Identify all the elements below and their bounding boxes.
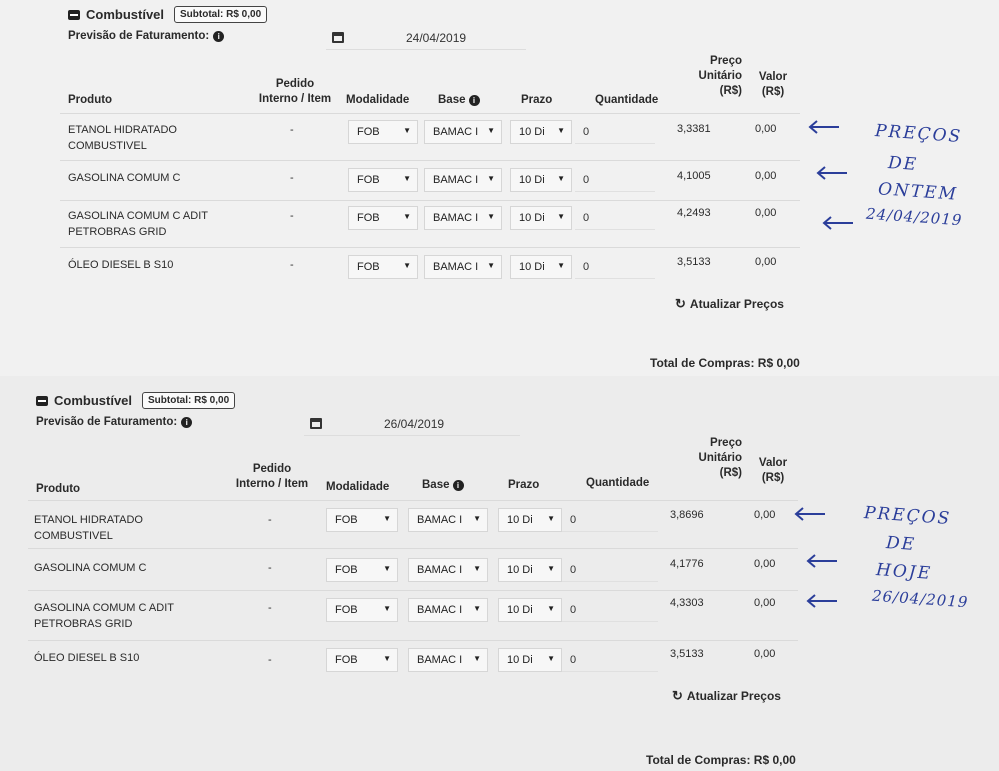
- product-name: GASOLINA COMUM C ADIT PETROBRAS GRID: [34, 602, 174, 630]
- prazo-select[interactable]: 10 Di ▼: [498, 558, 562, 582]
- date-field[interactable]: [304, 412, 520, 436]
- valor-value: 0,00: [755, 207, 777, 219]
- collapse-icon[interactable]: [68, 10, 80, 20]
- total-compras: Total de Compras: R$ 0,00: [650, 356, 800, 370]
- divider: [28, 500, 798, 501]
- divider: [60, 113, 800, 114]
- preco-value: 4,1776: [670, 558, 704, 570]
- handwritten-note: DE: [885, 532, 917, 556]
- previsao-label: Previsão de Faturamento: i: [68, 30, 224, 42]
- handwritten-note: DE: [887, 152, 919, 176]
- base-select[interactable]: BAMAC I ▼: [424, 255, 502, 279]
- header-modalidade: Modalidade: [346, 94, 410, 106]
- header-prazo: Prazo: [521, 94, 553, 106]
- calendar-icon[interactable]: [332, 32, 344, 43]
- header-preco: Preço Unitário (R$): [698, 55, 742, 97]
- divider: [60, 247, 800, 248]
- handwritten-arrow: [806, 594, 838, 608]
- panel-ontem: [0, 0, 999, 376]
- chevron-down-icon: ▼: [557, 261, 565, 270]
- product-name: GASOLINA COMUM C ADIT PETROBRAS GRID: [68, 210, 208, 238]
- chevron-down-icon: ▼: [473, 604, 481, 613]
- header-quantidade: Quantidade: [586, 477, 650, 489]
- info-icon[interactable]: i: [469, 95, 480, 106]
- chevron-down-icon: ▼: [547, 604, 555, 613]
- chevron-down-icon: ▼: [557, 212, 565, 221]
- handwritten-note: 24/04/2019: [865, 204, 963, 230]
- header-valor: Valor (R$): [758, 71, 788, 98]
- prazo-select[interactable]: 10 Di ▼: [498, 508, 562, 532]
- date-value: 26/04/2019: [384, 416, 445, 431]
- handwritten-note: HOJE: [875, 560, 933, 584]
- quantity-input[interactable]: 0: [562, 598, 658, 622]
- base-select[interactable]: BAMAC I ▼: [424, 168, 502, 192]
- product-name: ETANOL HIDRATADO COMBUSTIVEL: [34, 514, 143, 542]
- handwritten-arrow: [808, 120, 840, 134]
- valor-value: 0,00: [754, 648, 776, 660]
- preco-value: 3,3381: [677, 123, 711, 135]
- valor-value: 0,00: [755, 256, 777, 268]
- valor-value: 0,00: [754, 558, 776, 570]
- modalidade-select[interactable]: FOB ▼: [348, 206, 418, 230]
- header-base: Base i: [438, 93, 480, 108]
- modalidade-select[interactable]: FOB ▼: [348, 120, 418, 144]
- prazo-select[interactable]: 10 Di ▼: [510, 168, 572, 192]
- pedido-value: -: [268, 514, 272, 526]
- info-icon[interactable]: i: [453, 480, 464, 491]
- base-select[interactable]: BAMAC I ▼: [408, 598, 488, 622]
- chevron-down-icon: ▼: [403, 261, 411, 270]
- prazo-select[interactable]: 10 Di ▼: [498, 598, 562, 622]
- header-quantidade: Quantidade: [595, 94, 659, 106]
- handwritten-arrow: [816, 166, 848, 180]
- refresh-prices-button[interactable]: ↻ Atualizar Preços: [675, 296, 784, 311]
- quantity-input[interactable]: 0: [575, 120, 655, 144]
- chevron-down-icon: ▼: [487, 174, 495, 183]
- calendar-icon[interactable]: [310, 418, 322, 429]
- modalidade-select[interactable]: FOB ▼: [348, 255, 418, 279]
- handwritten-note: PREÇOS: [874, 120, 963, 148]
- preco-value: 4,2493: [677, 207, 711, 219]
- header-pedido: Pedido Interno / Item: [258, 78, 332, 105]
- chevron-down-icon: ▼: [403, 126, 411, 135]
- chevron-down-icon: ▼: [473, 514, 481, 523]
- date-value: 24/04/2019: [406, 30, 467, 45]
- handwritten-note: ONTEM: [877, 179, 959, 205]
- info-icon[interactable]: i: [213, 31, 224, 42]
- prazo-select[interactable]: 10 Di ▼: [510, 120, 572, 144]
- handwritten-arrow: [806, 554, 838, 568]
- preco-value: 3,8696: [670, 509, 704, 521]
- quantity-input[interactable]: 0: [575, 255, 655, 279]
- modalidade-select[interactable]: FOB ▼: [348, 168, 418, 192]
- prazo-select[interactable]: 10 Di ▼: [510, 206, 572, 230]
- chevron-down-icon: ▼: [557, 126, 565, 135]
- chevron-down-icon: ▼: [403, 174, 411, 183]
- pedido-value: -: [290, 210, 294, 222]
- divider: [28, 548, 798, 549]
- base-select[interactable]: BAMAC I ▼: [408, 648, 488, 672]
- chevron-down-icon: ▼: [383, 654, 391, 663]
- chevron-down-icon: ▼: [487, 261, 495, 270]
- product-name: GASOLINA COMUM C: [34, 562, 147, 574]
- prazo-select[interactable]: 10 Di ▼: [510, 255, 572, 279]
- header-produto: Produto: [36, 483, 81, 495]
- chevron-down-icon: ▼: [403, 212, 411, 221]
- chevron-down-icon: ▼: [473, 564, 481, 573]
- handwritten-note: PREÇOS: [863, 502, 952, 530]
- base-select[interactable]: BAMAC I ▼: [408, 508, 488, 532]
- chevron-down-icon: ▼: [473, 654, 481, 663]
- header-modalidade: Modalidade: [326, 481, 390, 493]
- refresh-icon: ↻: [675, 296, 686, 311]
- quantity-input[interactable]: 0: [562, 508, 658, 532]
- quantity-input[interactable]: 0: [562, 558, 658, 582]
- divider: [60, 200, 800, 201]
- pedido-value: -: [290, 259, 294, 271]
- subtotal-badge: Subtotal: R$ 0,00: [142, 392, 235, 409]
- modalidade-select[interactable]: FOB ▼: [326, 558, 398, 582]
- header-valor: Valor (R$): [758, 457, 788, 484]
- divider: [60, 160, 800, 161]
- quantity-input[interactable]: 0: [575, 168, 655, 192]
- chevron-down-icon: ▼: [487, 126, 495, 135]
- section-header[interactable]: [68, 6, 267, 23]
- chevron-down-icon: ▼: [383, 564, 391, 573]
- section-title: Combustível: [86, 7, 165, 22]
- preco-value: 4,3303: [670, 597, 704, 609]
- pedido-value: -: [268, 562, 272, 574]
- total-compras: Total de Compras: R$ 0,00: [646, 753, 796, 767]
- refresh-icon: ↻: [672, 688, 683, 703]
- pedido-value: -: [268, 654, 272, 666]
- preco-value: 4,1005: [677, 170, 711, 182]
- collapse-icon[interactable]: [36, 396, 48, 406]
- handwritten-note: 26/04/2019: [871, 586, 969, 612]
- info-icon[interactable]: i: [181, 417, 192, 428]
- section-title: Combustível: [54, 393, 133, 408]
- chevron-down-icon: ▼: [547, 654, 555, 663]
- preco-value: 3,5133: [670, 648, 704, 660]
- product-name: ÓLEO DIESEL B S10: [68, 259, 174, 271]
- pedido-value: -: [290, 172, 294, 184]
- prazo-select[interactable]: 10 Di ▼: [498, 648, 562, 672]
- handwritten-arrow: [794, 507, 826, 521]
- header-pedido: Pedido Interno / Item: [235, 463, 309, 490]
- chevron-down-icon: ▼: [547, 514, 555, 523]
- chevron-down-icon: ▼: [383, 514, 391, 523]
- valor-value: 0,00: [755, 123, 777, 135]
- base-select[interactable]: BAMAC I ▼: [408, 558, 488, 582]
- section-header[interactable]: [36, 392, 235, 409]
- divider: [28, 590, 798, 591]
- panel-hoje: [0, 376, 999, 771]
- divider: [28, 640, 798, 641]
- chevron-down-icon: ▼: [557, 174, 565, 183]
- header-base: Base i: [422, 478, 464, 493]
- modalidade-select[interactable]: FOB ▼: [326, 648, 398, 672]
- preco-value: 3,5133: [677, 256, 711, 268]
- subtotal-badge: Subtotal: R$ 0,00: [174, 6, 267, 23]
- handwritten-arrow: [822, 216, 854, 230]
- chevron-down-icon: ▼: [547, 564, 555, 573]
- product-name: ÓLEO DIESEL B S10: [34, 652, 140, 664]
- base-select[interactable]: BAMAC I ▼: [424, 120, 502, 144]
- modalidade-select[interactable]: FOB ▼: [326, 508, 398, 532]
- header-produto: Produto: [68, 94, 113, 106]
- product-name: GASOLINA COMUM C: [68, 172, 181, 184]
- header-prazo: Prazo: [508, 479, 540, 491]
- pedido-value: -: [268, 602, 272, 614]
- valor-value: 0,00: [755, 170, 777, 182]
- date-field[interactable]: [326, 26, 526, 50]
- quantity-input[interactable]: 0: [575, 206, 655, 230]
- chevron-down-icon: ▼: [487, 212, 495, 221]
- base-select[interactable]: BAMAC I ▼: [424, 206, 502, 230]
- valor-value: 0,00: [754, 509, 776, 521]
- header-preco: Preço Unitário (R$): [698, 437, 742, 479]
- refresh-prices-button[interactable]: ↻ Atualizar Preços: [672, 688, 781, 703]
- quantity-input[interactable]: 0: [562, 648, 658, 672]
- product-name: ETANOL HIDRATADO COMBUSTIVEL: [68, 124, 177, 152]
- chevron-down-icon: ▼: [383, 604, 391, 613]
- pedido-value: -: [290, 124, 294, 136]
- previsao-label: Previsão de Faturamento: i: [36, 416, 192, 428]
- valor-value: 0,00: [754, 597, 776, 609]
- modalidade-select[interactable]: FOB ▼: [326, 598, 398, 622]
